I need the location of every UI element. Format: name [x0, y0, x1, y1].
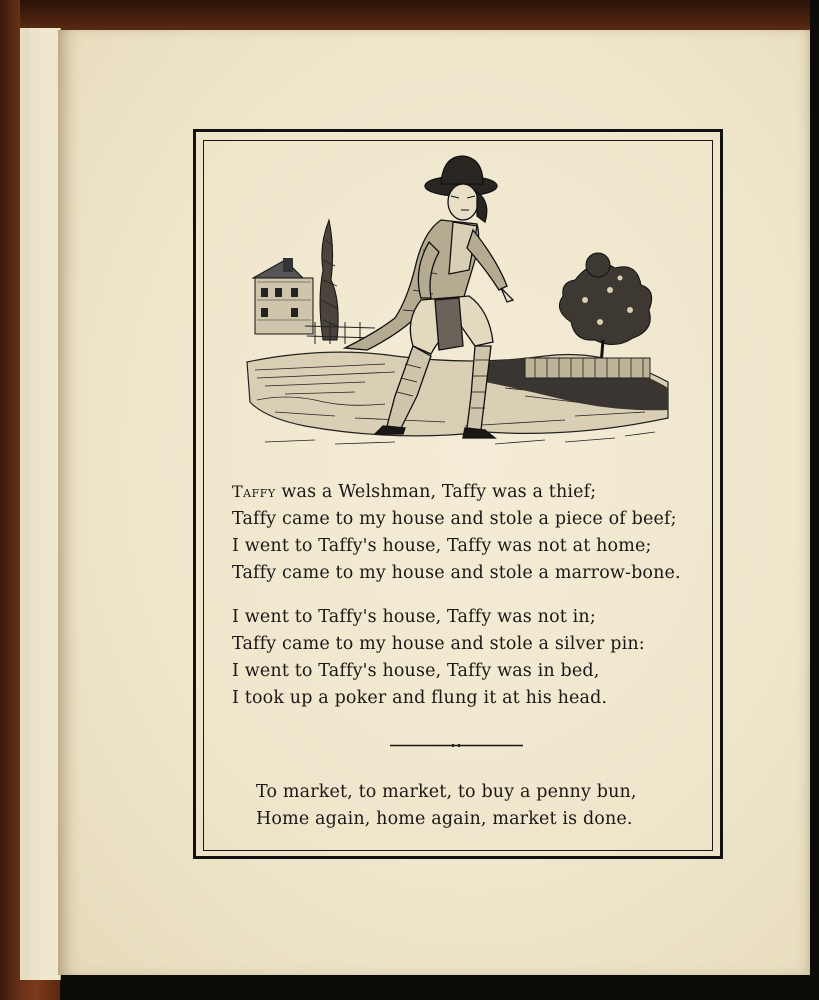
verse-stanza-3 [256, 779, 726, 833]
verse-line: I went to Taffy's house, Taffy was in bed, [232, 661, 600, 681]
verse-line: I took up a poker and flung it at his head. [232, 688, 608, 708]
verse-line: I went to Taffy's house, Taffy was not at home; [232, 536, 652, 556]
verse-stanza-1 [232, 478, 702, 587]
verse-line: I went to Taffy's house, Taffy was not in; [232, 607, 596, 627]
verse-line: Taffy came to my house and stole a silver pin: [232, 634, 645, 654]
house-drawing [253, 258, 313, 334]
taffy-engraving-illustration [245, 150, 670, 455]
tree-drawing [559, 253, 651, 365]
verse-line: Home again, home again, market is done. [256, 809, 633, 829]
section-divider-ornament [390, 744, 523, 747]
verse-stanza-2 [232, 604, 702, 712]
drop-smallcaps-word: Taffy [232, 482, 276, 501]
verse-line: Taffy was a Welshman, Taffy was a thief; [232, 482, 597, 502]
verse-line: To market, to market, to buy a penny bun, [256, 782, 637, 802]
verse-line: Taffy came to my house and stole a marrow-bone. [232, 563, 681, 583]
verse-line: Taffy came to my house and stole a piece of beef; [232, 509, 677, 529]
book-cover-edge [20, 0, 810, 30]
